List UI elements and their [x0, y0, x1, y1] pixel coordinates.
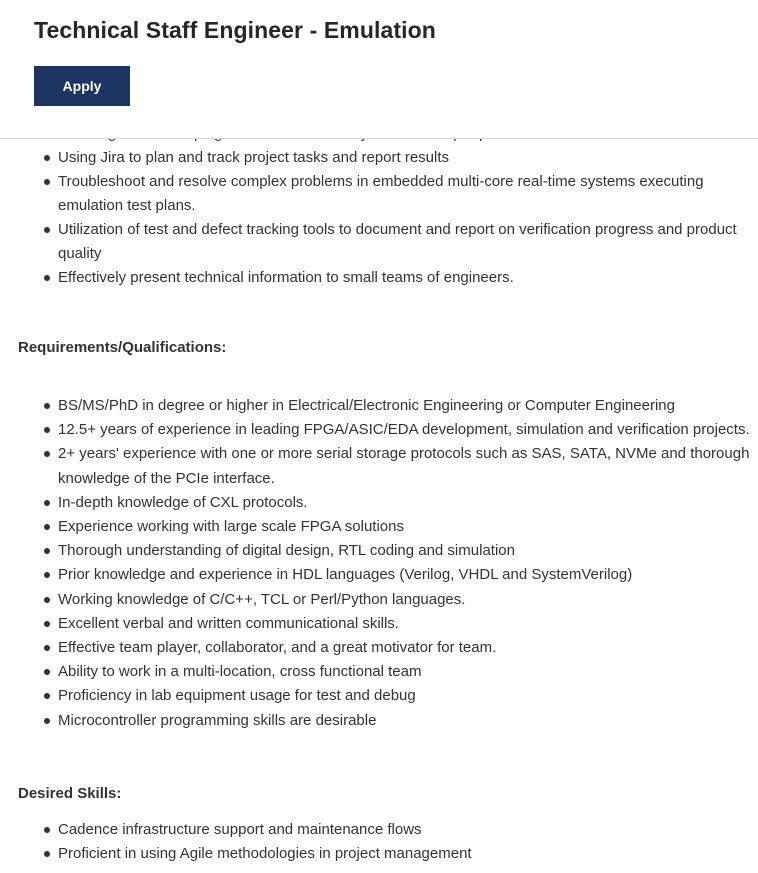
- list-item: Troubleshoot and resolve complex problems in embedded multi-core real-time systems executing emulation test plans.: [0, 170, 758, 218]
- list-item: Working knowledge of C/C++, TCL or Perl/Python languages.: [0, 588, 758, 612]
- list-item: Using Jira to plan and track project tasks and report results: [0, 146, 758, 170]
- requirements-list: [0, 394, 758, 733]
- list-item: Experience working with large scale FPGA solutions: [0, 515, 758, 539]
- desired-skills-heading: Desired Skills:: [18, 785, 122, 802]
- desired-skills-list: [0, 818, 758, 866]
- list-item: Proficiency in lab equipment usage for test and debug: [0, 684, 758, 708]
- list-item: Effectively present technical information to small teams of engineers.: [0, 266, 758, 290]
- list-item: BS/MS/PhD in degree or higher in Electrical/Electronic Engineering or Computer Engineering: [0, 394, 758, 418]
- requirements-heading: Requirements/Qualifications:: [18, 339, 227, 356]
- apply-button[interactable]: Apply: [34, 66, 130, 106]
- list-item: Utilization of test and defect tracking tools to document and report on verification progress and product quality: [0, 218, 758, 266]
- list-item: Microcontroller programming skills are desirable: [0, 709, 758, 733]
- list-item: Cadence infrastructure support and maintenance flows: [0, 818, 758, 842]
- list-item: 2+ years' experience with one or more serial storage protocols such as SAS, SATA, NVMe and thorough knowledge of the PCIe interface.: [0, 442, 758, 490]
- job-title: Technical Staff Engineer - Emulation: [34, 17, 436, 43]
- list-item: Thorough understanding of digital design, RTL coding and simulation: [0, 539, 758, 563]
- list-item: In-depth knowledge of CXL protocols.: [0, 491, 758, 515]
- responsibilities-list: [0, 122, 758, 290]
- list-item: Ability to work in a multi-location, cross functional team: [0, 660, 758, 684]
- sticky-job-header: [0, 0, 758, 139]
- list-item: Proficient in using Agile methodologies in project management: [0, 842, 758, 866]
- list-item: Prior knowledge and experience in HDL languages (Verilog, VHDL and SystemVerilog): [0, 563, 758, 587]
- list-item: 12.5+ years of experience in leading FPGA/ASIC/EDA development, simulation and verification projects.: [0, 418, 758, 442]
- list-item: Excellent verbal and written communicational skills.: [0, 612, 758, 636]
- list-item: Effective team player, collaborator, and a great motivator for team.: [0, 636, 758, 660]
